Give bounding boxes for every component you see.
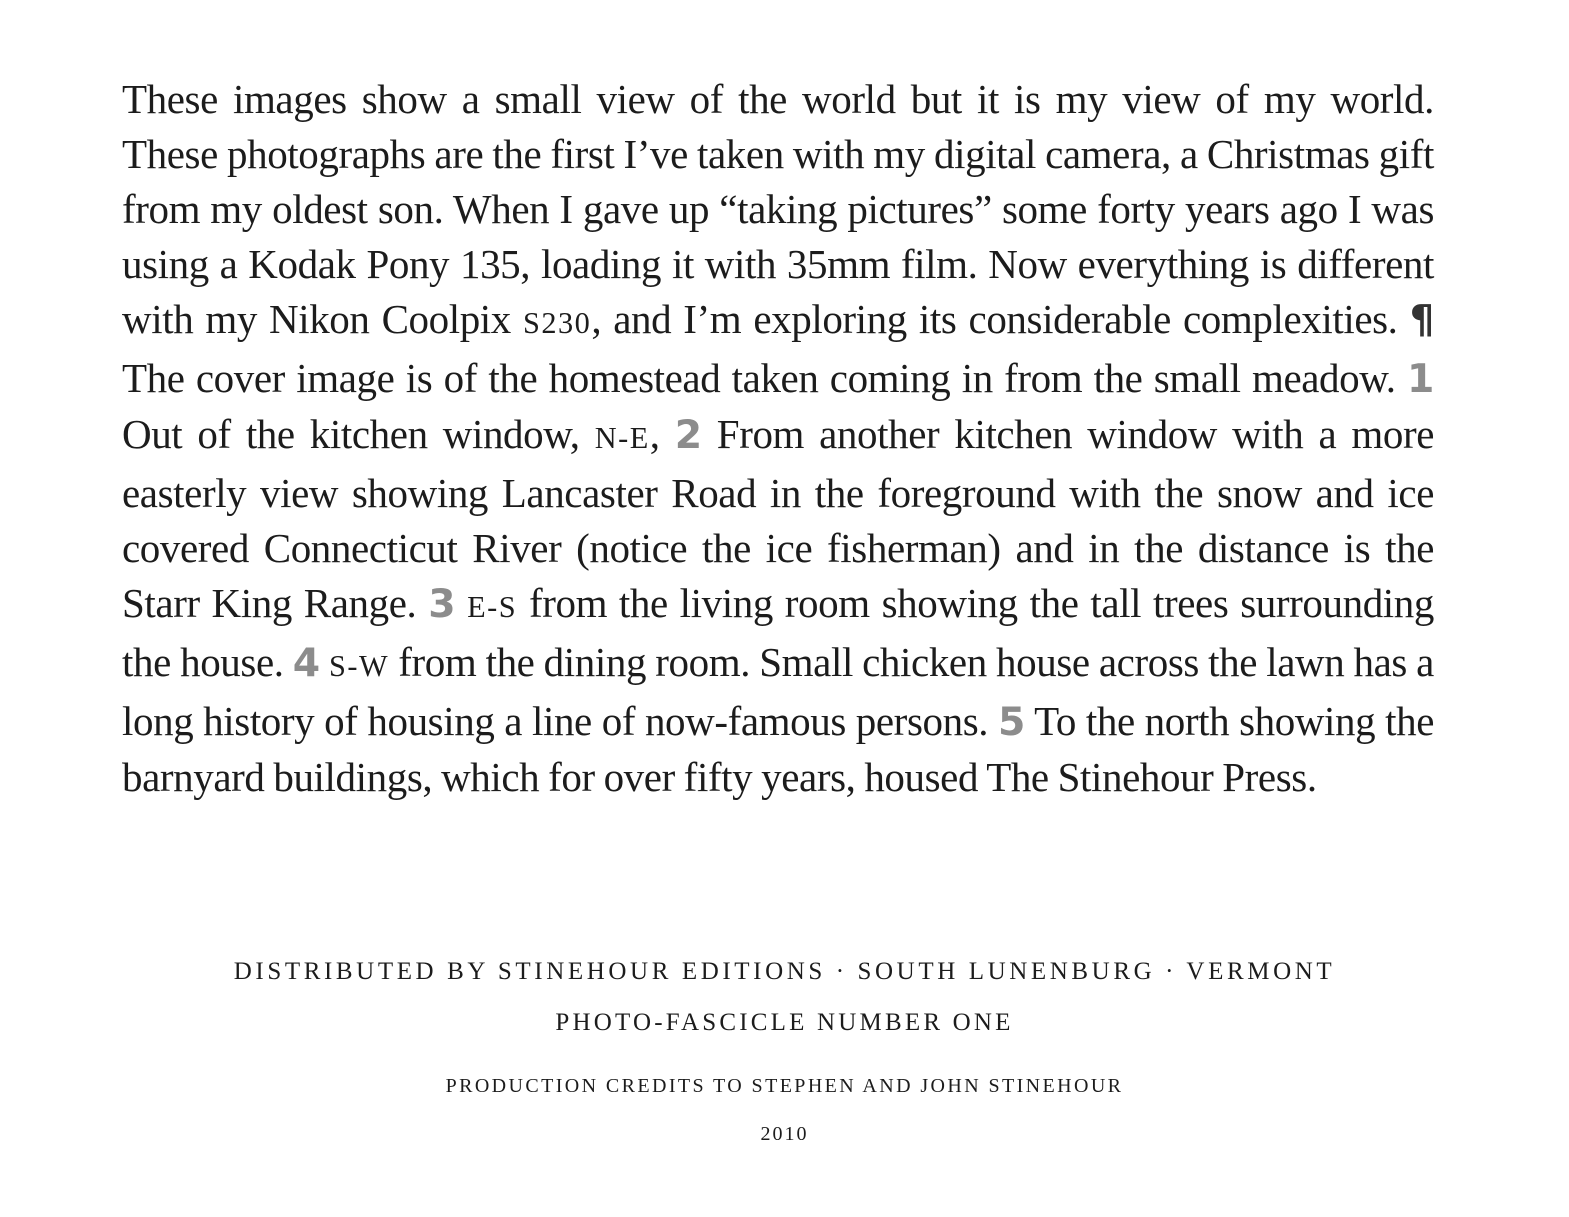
distributor-line: DISTRIBUTED BY STINEHOUR EDITIONS · SOUTH LUNENBURG · VERMONT (233, 958, 1336, 985)
direction-label: E-S (467, 590, 518, 624)
photo-number-4: 4 (292, 640, 320, 686)
pilcrow-mark: ¶ (1409, 298, 1434, 343)
publication-year: 2010 (760, 1123, 809, 1145)
photo-number-3: 3 (428, 581, 456, 627)
photo-number-1: 1 (1407, 356, 1434, 402)
text-run: , (649, 411, 660, 457)
photo-number-5: 5 (998, 699, 1025, 745)
fascicle-title: PHOTO-FASCICLE NUMBER ONE (555, 1009, 1014, 1036)
text-run: These images show a small view of the world but it is my view of my world. These photographs are the first I’ve taken with my digital camera, a Christmas gift from my oldest son. When I gave up “taking pictures” some forty years ago I was using a Kodak Pony 135, loading it with 35mm film. Now everything is different with my Nikon Coolpix (122, 76, 1434, 342)
text-run: The cover image is of the homestead taken coming in from the small meadow. (122, 355, 1396, 401)
photo-number-2: 2 (674, 412, 702, 458)
text-run: , and I’m exploring its considerable complexities. (591, 296, 1398, 342)
text-run: from the living room showing the tall trees surrounding the house. (122, 580, 1434, 685)
body-paragraph (122, 72, 1434, 805)
camera-model: S230 (522, 306, 592, 340)
text-run: To the north showing the barnyard buildings, which for over fifty years, housed The Stinehour Press. (122, 698, 1435, 800)
text-run: from the dining room. Small chicken house across the lawn has a long history of housing a line of now-famous persons. (122, 639, 1434, 744)
direction-label: S-W (329, 649, 390, 683)
text-run: Out of the kitchen window, (122, 411, 595, 457)
direction-label: N-E (594, 421, 650, 455)
text-run: From another kitchen window with a more easterly view showing Lancaster Road in the foreground with the snow and ice covered Connecticut River (notice the ice fisherman) and in the distance is the Starr King Range. (122, 411, 1434, 626)
production-credits: PRODUCTION CREDITS TO STEPHEN AND JOHN STINEHOUR (445, 1075, 1124, 1097)
